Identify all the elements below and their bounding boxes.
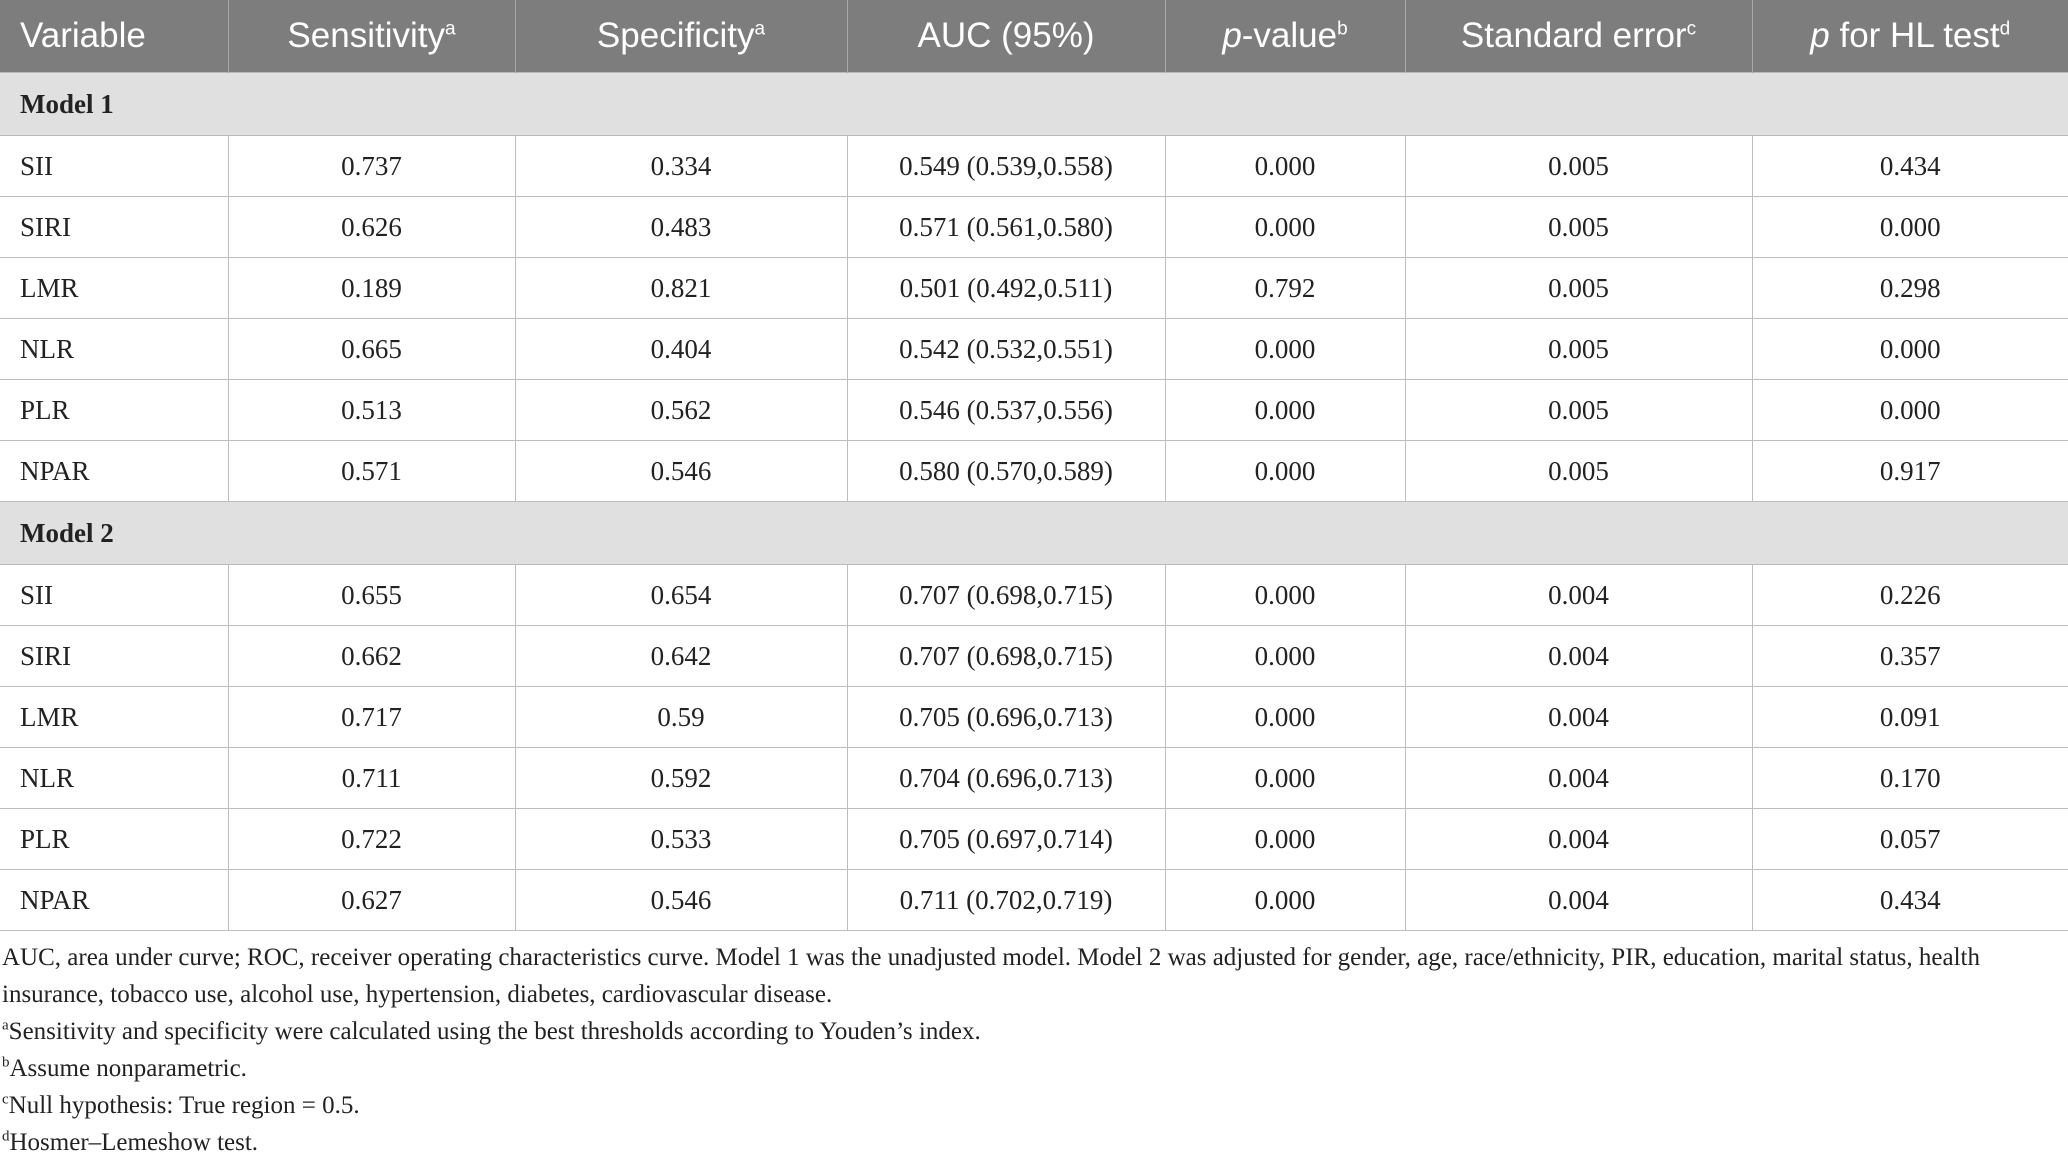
cell-variable: SIRI: [0, 197, 228, 258]
group-row: [0, 502, 2068, 565]
cell-auc: 0.704 (0.696,0.713): [847, 748, 1165, 809]
header-label: for HL test: [1829, 16, 2000, 55]
column-header-standard-error: [1405, 0, 1752, 73]
cell-variable: LMR: [0, 687, 228, 748]
cell-sensitivity: 0.513: [228, 380, 515, 441]
cell-standard-error: 0.004: [1405, 748, 1752, 809]
cell-auc: 0.571 (0.561,0.580): [847, 197, 1165, 258]
footnote-mark: a: [2, 1017, 9, 1034]
cell-standard-error: 0.004: [1405, 870, 1752, 931]
cell-p-hl-test: 0.000: [1752, 197, 2068, 258]
table-row: [0, 565, 2068, 626]
header-footnote-mark: c: [1686, 18, 1697, 40]
header-label: Standard error: [1460, 16, 1687, 55]
cell-specificity: 0.483: [515, 197, 847, 258]
footnote: [2, 1013, 2068, 1050]
column-header-auc: [847, 0, 1165, 73]
cell-specificity: 0.533: [515, 809, 847, 870]
table-row: [0, 870, 2068, 931]
header-label: -value: [1241, 16, 1338, 55]
cell-p-hl-test: 0.000: [1752, 380, 2068, 441]
table-header-row: [0, 0, 2068, 73]
footnote: [2, 1124, 2068, 1161]
cell-standard-error: 0.004: [1405, 626, 1752, 687]
cell-standard-error: 0.005: [1405, 136, 1752, 197]
cell-standard-error: 0.004: [1405, 687, 1752, 748]
cell-specificity: 0.642: [515, 626, 847, 687]
cell-auc: 0.711 (0.702,0.719): [847, 870, 1165, 931]
column-header-p-hl-test: [1752, 0, 2068, 73]
cell-p-value: 0.000: [1165, 626, 1405, 687]
cell-p-hl-test: 0.434: [1752, 136, 2068, 197]
cell-auc: 0.501 (0.492,0.511): [847, 258, 1165, 319]
cell-auc: 0.707 (0.698,0.715): [847, 565, 1165, 626]
footnote-text: Sensitivity and specificity were calculated using the best thresholds according to Youden’s index.: [8, 1018, 981, 1045]
footnotes-list: [2, 1013, 2068, 1161]
footnote-text: Hosmer–Lemeshow test.: [9, 1129, 259, 1156]
column-header-p-value: [1165, 0, 1405, 73]
cell-sensitivity: 0.662: [228, 626, 515, 687]
table-body: [0, 73, 2068, 931]
cell-p-value: 0.792: [1165, 258, 1405, 319]
cell-auc: 0.549 (0.539,0.558): [847, 136, 1165, 197]
table-row: [0, 136, 2068, 197]
footnote-text: Assume nonparametric.: [9, 1055, 247, 1082]
cell-p-value: 0.000: [1165, 687, 1405, 748]
cell-p-hl-test: 0.298: [1752, 258, 2068, 319]
notes-main: AUC, area under curve; ROC, receiver operating characteristics curve. Model 1 was the unadjusted model. Model 2 was adjusted for gender, age, race/ethnicity, PIR, education, marital status, health insurance, tobacco use, alcohol use, hypertension, diabetes, cardiovascular disease.: [2, 944, 1980, 1008]
group-label: Model 2: [0, 502, 2068, 565]
cell-p-hl-test: 0.091: [1752, 687, 2068, 748]
cell-p-hl-test: 0.057: [1752, 809, 2068, 870]
header-footnote-mark: b: [1337, 18, 1348, 40]
cell-p-value: 0.000: [1165, 319, 1405, 380]
cell-standard-error: 0.004: [1405, 565, 1752, 626]
cell-sensitivity: 0.627: [228, 870, 515, 931]
cell-p-value: 0.000: [1165, 136, 1405, 197]
cell-p-value: 0.000: [1165, 809, 1405, 870]
cell-standard-error: 0.005: [1405, 380, 1752, 441]
cell-p-hl-test: 0.357: [1752, 626, 2068, 687]
cell-specificity: 0.821: [515, 258, 847, 319]
cell-variable: NLR: [0, 748, 228, 809]
cell-sensitivity: 0.737: [228, 136, 515, 197]
cell-specificity: 0.59: [515, 687, 847, 748]
cell-specificity: 0.592: [515, 748, 847, 809]
cell-variable: PLR: [0, 380, 228, 441]
cell-p-hl-test: 0.000: [1752, 319, 2068, 380]
table-row: [0, 626, 2068, 687]
footnote-text: Null hypothesis: True region = 0.5.: [8, 1092, 360, 1119]
cell-sensitivity: 0.717: [228, 687, 515, 748]
cell-sensitivity: 0.189: [228, 258, 515, 319]
table-row: [0, 809, 2068, 870]
table-row: [0, 319, 2068, 380]
cell-variable: NPAR: [0, 441, 228, 502]
cell-p-value: 0.000: [1165, 565, 1405, 626]
footnote: [2, 1050, 2068, 1087]
cell-p-hl-test: 0.226: [1752, 565, 2068, 626]
cell-auc: 0.705 (0.696,0.713): [847, 687, 1165, 748]
cell-p-value: 0.000: [1165, 441, 1405, 502]
table-row: [0, 687, 2068, 748]
cell-p-hl-test: 0.170: [1752, 748, 2068, 809]
cell-p-hl-test: 0.434: [1752, 870, 2068, 931]
header-footnote-mark: a: [444, 18, 456, 40]
cell-specificity: 0.546: [515, 441, 847, 502]
column-header-specificity: [515, 0, 847, 73]
cell-auc: 0.546 (0.537,0.556): [847, 380, 1165, 441]
header-footnote-mark: d: [1999, 18, 2011, 40]
cell-auc: 0.580 (0.570,0.589): [847, 441, 1165, 502]
header-italic-part: p: [1222, 16, 1242, 55]
cell-p-value: 0.000: [1165, 748, 1405, 809]
table-row: [0, 258, 2068, 319]
cell-sensitivity: 0.711: [228, 748, 515, 809]
cell-specificity: 0.404: [515, 319, 847, 380]
footnote-mark: d: [2, 1128, 10, 1145]
cell-sensitivity: 0.722: [228, 809, 515, 870]
table-row: [0, 380, 2068, 441]
cell-sensitivity: 0.571: [228, 441, 515, 502]
cell-standard-error: 0.005: [1405, 258, 1752, 319]
cell-variable: SII: [0, 565, 228, 626]
cell-variable: SIRI: [0, 626, 228, 687]
footnote-mark: c: [2, 1091, 9, 1108]
cell-specificity: 0.546: [515, 870, 847, 931]
footnote: [2, 1087, 2068, 1124]
cell-standard-error: 0.005: [1405, 319, 1752, 380]
cell-variable: PLR: [0, 809, 228, 870]
column-header-variable: [0, 0, 228, 73]
header-label: Sensitivity: [287, 16, 445, 55]
cell-variable: LMR: [0, 258, 228, 319]
cell-variable: NLR: [0, 319, 228, 380]
cell-sensitivity: 0.665: [228, 319, 515, 380]
table-notes: [0, 939, 2068, 1161]
table-row: [0, 197, 2068, 258]
cell-p-hl-test: 0.917: [1752, 441, 2068, 502]
cell-p-value: 0.000: [1165, 197, 1405, 258]
cell-standard-error: 0.005: [1405, 197, 1752, 258]
table-row: [0, 748, 2068, 809]
cell-auc: 0.542 (0.532,0.551): [847, 319, 1165, 380]
header-label: AUC (95%): [917, 16, 1095, 55]
cell-p-value: 0.000: [1165, 870, 1405, 931]
cell-standard-error: 0.004: [1405, 809, 1752, 870]
cell-variable: SII: [0, 136, 228, 197]
cell-p-value: 0.000: [1165, 380, 1405, 441]
group-row: [0, 73, 2068, 136]
cell-auc: 0.705 (0.697,0.714): [847, 809, 1165, 870]
header-label: Variable: [20, 16, 146, 55]
cell-specificity: 0.334: [515, 136, 847, 197]
column-header-sensitivity: [228, 0, 515, 73]
group-label: Model 1: [0, 73, 2068, 136]
cell-variable: NPAR: [0, 870, 228, 931]
cell-auc: 0.707 (0.698,0.715): [847, 626, 1165, 687]
header-italic-part: p: [1810, 16, 1830, 55]
table-row: [0, 441, 2068, 502]
cell-sensitivity: 0.655: [228, 565, 515, 626]
cell-specificity: 0.654: [515, 565, 847, 626]
footnote-mark: b: [2, 1054, 10, 1071]
header-label: Specificity: [596, 16, 755, 55]
cell-specificity: 0.562: [515, 380, 847, 441]
cell-sensitivity: 0.626: [228, 197, 515, 258]
cell-standard-error: 0.005: [1405, 441, 1752, 502]
header-footnote-mark: a: [754, 18, 766, 40]
